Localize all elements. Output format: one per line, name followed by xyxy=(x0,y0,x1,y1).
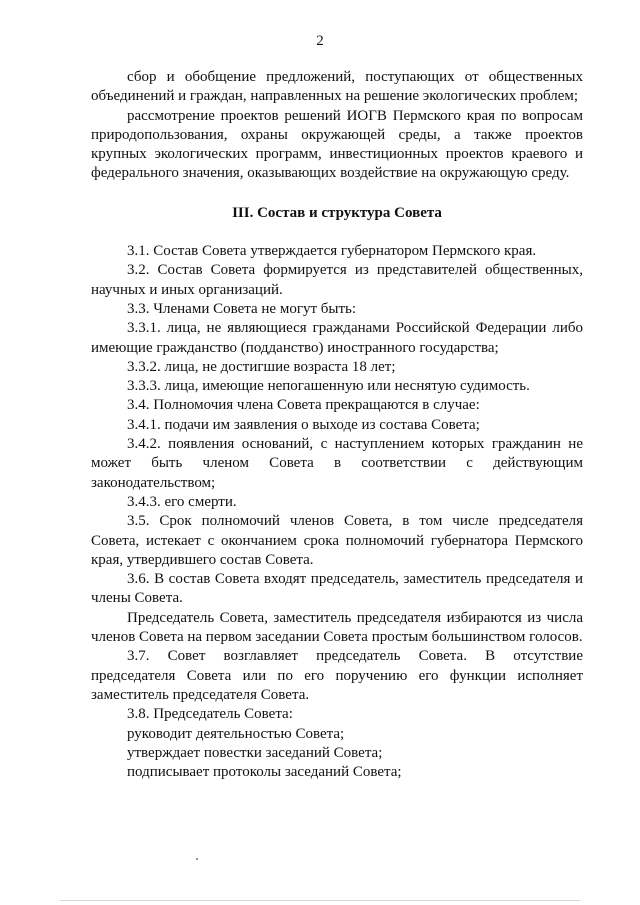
paragraph: 3.3.2. лица, не достигшие возраста 18 лет; xyxy=(127,358,396,375)
paragraph: руководит деятельностью Совета; xyxy=(127,725,345,742)
paragraph: 3.8. Председатель Совета: xyxy=(127,706,293,723)
paragraph: 3.2. Состав Совета формируется из представителей общественных, научных и иных организаций. xyxy=(91,262,583,298)
paragraph: 3.3.3. лица, имеющие непогашенную или неснятую судимость. xyxy=(127,378,530,395)
paragraph: 3.7. Совет возглавляет председатель Совета. В отсутствие председателя Совета или по его поручению его функции исполняет заместитель председателя Совета. xyxy=(91,648,583,703)
paragraph: 3.4.1. подачи им заявления о выходе из состава Совета; xyxy=(127,416,480,433)
section-heading: III. Состав и структура Совета xyxy=(232,204,442,221)
paragraph: 3.4. Полномочия члена Совета прекращаются в случае: xyxy=(127,397,480,414)
document-body xyxy=(91,68,583,782)
paragraph: 3.6. В состав Совета входят председатель, заместитель председателя и члены Совета. xyxy=(91,571,583,607)
page-number: 2 xyxy=(316,33,324,49)
scan-speck xyxy=(196,858,198,860)
paragraph: 3.5. Срок полномочий членов Совета, в том числе председателя Совета, истекает с окончанием срока полномочий губернатора Пермского края, утвердившего состав Совета. xyxy=(91,513,583,568)
paragraph: сбор и обобщение предложений, поступающих от общественных объединений и граждан, направленных на решение экологических проблем; xyxy=(91,69,583,105)
paragraph: 3.4.2. появления оснований, с наступлением которых гражданин не может быть членом Совета в соответствии с действующим законодательством; xyxy=(91,436,583,491)
paragraph: рассмотрение проектов решений ИОГВ Пермского края по вопросам природопользования, охраны окружающей среды, а также проектов крупных экологических программ, инвестиционных проектов краевого и федерального значения, оказывающих воздействие на окружающую среду. xyxy=(91,107,583,182)
paragraph: 3.1. Состав Совета утверждается губернатором Пермского края. xyxy=(127,243,537,260)
paragraph: 3.3. Членами Совета не могут быть: xyxy=(127,300,357,317)
scan-edge-line xyxy=(60,900,580,901)
paragraph: Председатель Совета, заместитель председателя избираются из числа членов Совета на первом заседании Совета простым большинством голосов. xyxy=(91,609,583,646)
paragraph: 3.3.1. лица, не являющиеся гражданами Российской Федерации либо имеющие гражданство (подданство) иностранного государства; xyxy=(91,320,583,356)
paragraph: 3.4.3. его смерти. xyxy=(127,493,237,510)
paragraph: утверждает повестки заседаний Совета; xyxy=(127,744,383,761)
paragraph: подписывает протоколы заседаний Совета; xyxy=(127,764,402,781)
